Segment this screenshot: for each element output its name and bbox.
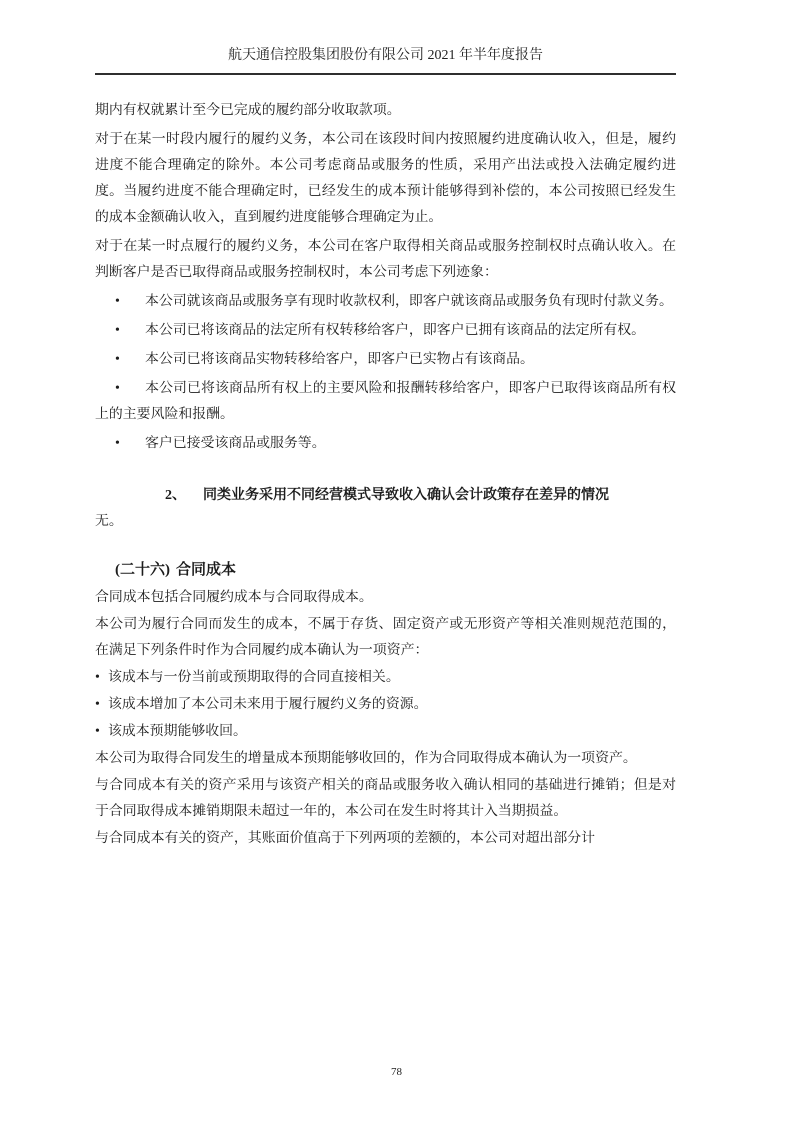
bullet-text: 本公司已将该商品实物转移给客户，即客户已实物占有该商品。 [145,352,534,367]
report-header-title: 航天通信控股集团股份有限公司 2021 年半年度报告 [228,48,543,63]
contract-cost-paragraph: 与合同成本有关的资产，其账面价值高于下列两项的差额的，本公司对超出部分计 [95,831,596,846]
bullet-text: 客户已接受该商品或服务等。 [145,436,326,451]
contract-cost-paragraph: 与合同成本有关的资产采用与该资产相关的商品或服务收入确认相同的基础进行摊销；但是对于合同取得成本摊销期限未超过一年的，本公司在发生时将其计入当期损益。 [95,778,676,819]
section-26-title: 合同成本 [176,562,237,578]
page-content [95,98,676,853]
contract-cost-rest-list [95,746,676,852]
bullet-text: 该成本预期能够收回。 [108,724,247,739]
page-header [95,46,676,66]
bullet-icon: • [115,294,120,309]
page-footer [0,1066,793,1078]
bullet-icon: • [115,381,120,396]
bullet-text: 本公司就该商品或服务享有现时收款权利，即客户就该商品或服务负有现时付款义务。 [145,294,673,309]
control-indicator-item [95,347,676,373]
bullet-icon: • [115,323,120,338]
contract-cost-condition-list [95,665,676,745]
bullet-text: 该成本与一份当前或预期取得的合同直接相关。 [108,670,400,685]
revenue-paragraph-list [95,127,676,286]
bullet-text: 本公司已将该商品所有权上的主要风险和报酬转移给客户，即客户已取得该商品所有权上的主要风险和报酬。 [95,381,676,422]
subsection-2-number: 2、 [165,488,186,503]
contract-cost-intro-list [95,585,676,664]
control-indicator-item [95,376,676,428]
revenue-tail-paragraph: 期内有权就累计至今已完成的履约部分收取款项。 [95,103,401,118]
section-26-number: (二十六) [115,562,170,578]
bullet-text: 本公司已将该商品的法定所有权转移给客户，即客户已拥有该商品的法定所有权。 [145,323,646,338]
contract-cost-condition-item [95,719,676,745]
subsection-2-title: 同类业务采用不同经营模式导致收入确认会计政策存在差异的情况 [203,488,609,503]
bullet-icon: • [95,670,100,685]
control-indicator-list [95,289,676,457]
header-divider [95,73,676,75]
subsection-2-body: 无。 [95,514,123,529]
bullet-icon: • [95,724,100,739]
control-indicator-item [95,289,676,315]
contract-cost-condition-item [95,665,676,691]
contract-cost-paragraph: 合同成本包括合同履约成本与合同取得成本。 [95,590,373,605]
subsection-2-heading [165,483,676,509]
revenue-paragraph: 对于在某一时点履行的履约义务，本公司在客户取得相关商品或服务控制权时点确认收入。在判断客户是否已取得商品或服务控制权时，本公司考虑下列迹象： [95,239,676,280]
revenue-paragraph: 对于在某一时段内履行的履约义务，本公司在该段时间内按照履约进度确认收入，但是，履约进度不能合理确定的除外。本公司考虑商品或服务的性质，采用产出法或投入法确定履约进度。当履约进度不能合理确定时，已经发生的成本预计能够得到补偿的，本公司按照已经发生的成本金额确认收入，直到履约进度能够合理确定为止。 [95,132,676,225]
contract-cost-paragraph: 本公司为取得合同发生的增量成本预期能够收回的，作为合同取得成本确认为一项资产。 [95,751,637,766]
bullet-icon: • [115,436,120,451]
bullet-icon: • [115,352,120,367]
page-number: 78 [391,1066,402,1078]
bullet-icon: • [95,697,100,712]
section-26-heading [115,557,676,584]
contract-cost-paragraph: 本公司为履行合同而发生的成本，不属于存货、固定资产或无形资产等相关准则规范范围的，在满足下列条件时作为合同履约成本确认为一项资产： [95,617,676,658]
bullet-text: 该成本增加了本公司未来用于履行履约义务的资源。 [108,697,428,712]
control-indicator-item [95,318,676,344]
contract-cost-condition-item [95,692,676,718]
control-indicator-item [95,431,676,457]
